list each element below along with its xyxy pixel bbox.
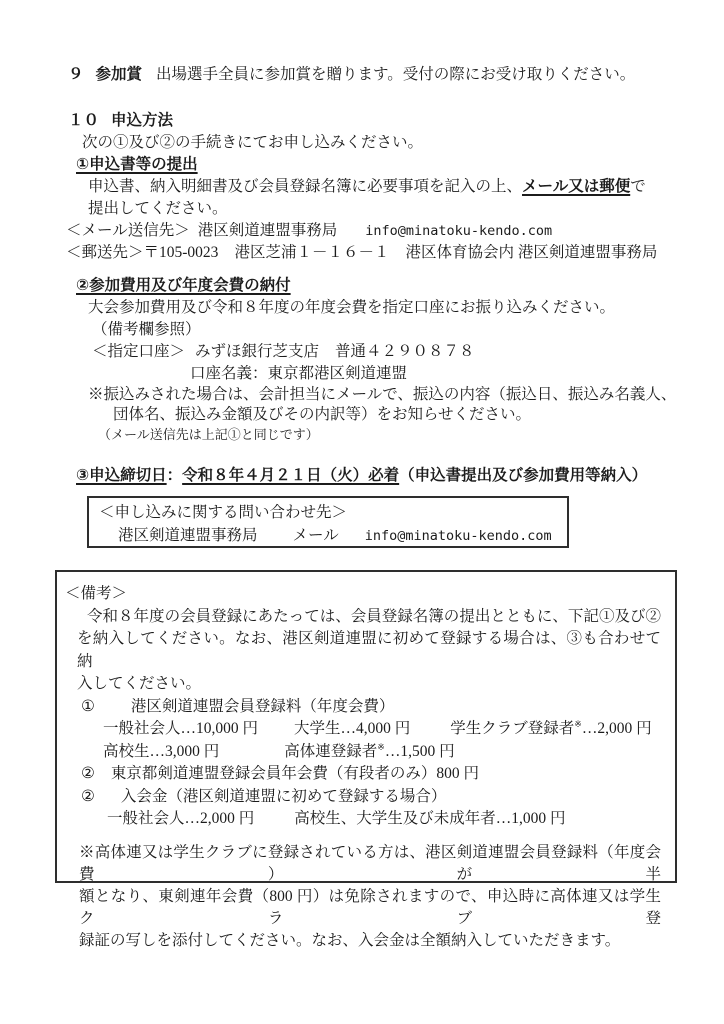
- section10-number: １０: [68, 112, 100, 129]
- step2-account-name: 口座名義：東京都港区剣道連盟: [190, 365, 408, 382]
- section10-heading: [68, 110, 684, 132]
- remarks-item1-title: 港区剣道連盟会員登録料（年度会費）: [130, 697, 395, 715]
- section10-title: 申込方法: [111, 112, 174, 129]
- step1-body-line1: [88, 176, 684, 198]
- section10-intro: 次の①及び②の手続きにてお申し込みください。: [82, 134, 424, 151]
- fee-koutairen: 高体連登録者※…1,500 円: [284, 741, 455, 760]
- remarks-item2: [81, 763, 661, 786]
- step3-deadline: 令和８年４月２１日（火）必着: [182, 467, 400, 484]
- remarks-note-line1: ※高体連又は学生クラブに登録されている方は、港区剣道連盟会員登録料（年度会費）が半: [79, 843, 661, 883]
- remarks-paragraph-line3: 入してください。: [77, 675, 202, 692]
- step1-body-emphasis: メール又は郵便: [522, 178, 631, 195]
- post-to-label: ＜郵送先＞: [66, 244, 144, 261]
- remarks-item3: [81, 786, 661, 809]
- fee-highschool: 高校生…3,000 円: [103, 742, 220, 760]
- step1-mail-line: [66, 220, 684, 242]
- contact-mail-address: info@minatoku-kendo.com: [364, 528, 552, 544]
- contact-mail-label: メール: [292, 527, 339, 544]
- step2-body: 大会参加費用及び令和８年度の年度会費を指定口座にお振り込みください。: [88, 299, 616, 316]
- section9-title: 参加賞: [95, 66, 143, 83]
- step2-account-line: [92, 341, 684, 363]
- step3-heading: ③申込締切日: [76, 467, 167, 484]
- account-number: 普通４２９０８７８: [335, 343, 475, 360]
- step3-paren: （申込書提出及び参加費用等納入）: [399, 467, 648, 484]
- remarks-paragraph-line1: 令和８年度の会員登録にあたっては、会員登録名簿の提出とともに、下記①及び②: [87, 607, 661, 625]
- account-label: ＜指定口座＞: [92, 343, 186, 360]
- post-zip: 〒105-0023: [143, 244, 219, 261]
- contact-box: [87, 496, 569, 548]
- fee-entry-minor: 高校生、大学生及び未成年者…1,000 円: [294, 810, 566, 827]
- step2-note-line3: （メール送信先は上記①と同じです）: [98, 427, 319, 442]
- remarks-item3-title: 入会金（港区剣道連盟に初めて登録する場合）: [120, 787, 447, 805]
- section9-line: [68, 64, 684, 86]
- fee-adult: 一般社会人…10,000 円: [103, 720, 259, 737]
- remarks-fee-row3: [107, 808, 661, 831]
- fee-university: 大学生…4,000 円: [294, 720, 411, 737]
- step2-heading: ②参加費用及び年度会費の納付: [76, 277, 291, 294]
- asterisk-mark: ※: [574, 718, 582, 729]
- mail-to-label: ＜メール送信先＞: [66, 222, 190, 239]
- asterisk-mark: ※: [377, 741, 385, 752]
- contact-box-title: ＜申し込みに関する問い合わせ先＞: [99, 504, 348, 521]
- section9-body: 出場選手全員に参加賞を贈ります。受付の際にお受け取りください。: [156, 66, 636, 83]
- contact-box-detail: [118, 524, 567, 548]
- post-address1: 港区芝浦１－１６－１: [234, 244, 390, 261]
- step1-body-line2: 提出してください。: [88, 200, 228, 217]
- step3-deadline-line: [76, 465, 684, 487]
- post-address2: 港区体育協会内 港区剣道連盟事務局: [405, 244, 658, 261]
- remarks-item2-number: ②: [81, 765, 95, 782]
- remarks-box: [55, 570, 677, 949]
- remarks-fee-row2: [103, 741, 661, 764]
- step2-note-line2: 団体名、振込み金額及びその内訳等）をお知らせください。: [113, 406, 532, 423]
- step3-colon: ：: [166, 467, 183, 484]
- step2-note-line1: ※振込みされた場合は、会計担当にメールで、振込の内容（振込日、振込み名義人、: [88, 386, 677, 403]
- remarks-title: ＜備考＞: [65, 585, 128, 602]
- account-bank: みずほ銀行芝支店: [195, 343, 320, 360]
- step2-reference: （備考欄参照）: [92, 321, 201, 338]
- mail-address: info@minatoku-kendo.com: [365, 223, 553, 239]
- step1-body-pre: 申込書、納入明細書及び会員登録名簿に必要事項を記入の上、: [88, 178, 523, 195]
- remarks-note-line3: 録証の写しを添付してください。なお、入会金は全額納入していただきます。: [79, 931, 621, 949]
- fee-student-club: 学生クラブ登録者※…2,000 円: [450, 718, 652, 737]
- remarks-note-line2: 額となり、東剣連年会費（800 円）は免除されますので、申込時に高体連又は学生クラブ登: [79, 887, 661, 927]
- remarks-item3-number: ②: [81, 787, 95, 805]
- section9-number: ９: [68, 66, 84, 83]
- contact-org: 港区剣道連盟事務局: [118, 527, 258, 544]
- remarks-item2-title: 東京都剣道連盟登録会員年会費（有段者のみ）800 円: [110, 765, 480, 782]
- mail-org: 港区剣道連盟事務局: [197, 222, 338, 239]
- remarks-paragraph-line2: を納入してください。なお、港区剣道連盟に初めて登録する場合は、③も合わせて納: [77, 630, 661, 670]
- remarks-item1-number: ①: [81, 697, 95, 715]
- remarks-fee-row1: [103, 718, 661, 741]
- step1-body-post: で: [630, 178, 646, 195]
- remarks-item1: [81, 696, 661, 719]
- step1-heading: ①申込書等の提出: [76, 156, 198, 173]
- step1-post-line: [66, 242, 684, 264]
- fee-entry-adult: 一般社会人…2,000 円: [107, 810, 255, 827]
